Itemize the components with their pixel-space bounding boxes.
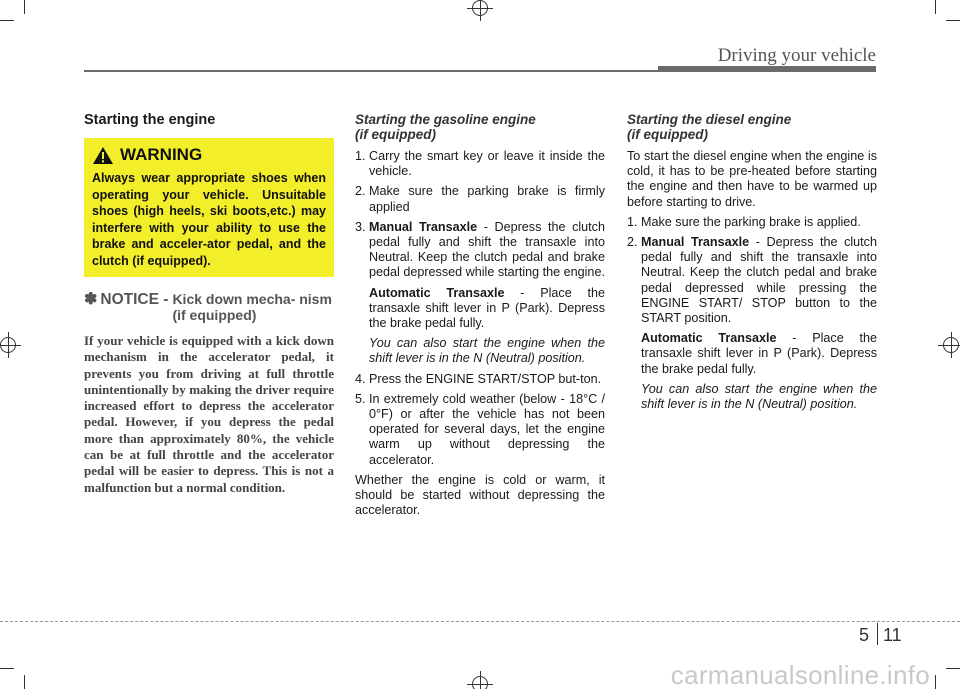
page-number-separator	[877, 623, 878, 645]
gasoline-title-line1: Starting the gasoline engine	[355, 112, 536, 127]
list-number: 4.	[355, 371, 366, 386]
list-text: Make sure the parking brake is firmly applied	[369, 184, 605, 214]
chapter-number: 5	[859, 625, 870, 645]
registration-mark	[472, 0, 488, 16]
list-item	[627, 235, 877, 326]
closing-paragraph: Whether the engine is cold or warm, it should be started without depressing the accelerator.	[355, 472, 605, 518]
manual-transaxle-text: - Depress the clutch pedal fully and shift the transaxle into Neutral. Keep the clutch pedal and brake pedal depressed while starting the engine.	[369, 219, 605, 280]
crop-mark	[935, 675, 936, 689]
notice-text: If your vehicle is equipped with a kick down mechanism in the accelerator pedal, it prevents you from driving at full throttle unintentionally by making the driver require increased effort to depress the accelerator pedal. However, if you depress the pedal more than approximately 80%, the vehicle can be at full throttle and the accelerator pedal will be easier to depress. This is not a malfunction but a normal condition.	[84, 333, 334, 495]
automatic-transaxle-paragraph	[369, 286, 605, 332]
list-number: 1.	[355, 149, 366, 163]
crop-mark	[24, 675, 25, 689]
registration-mark	[943, 337, 959, 353]
notice-header	[84, 289, 334, 323]
automatic-transaxle-paragraph	[641, 331, 877, 377]
list-item	[355, 149, 605, 179]
list-text	[369, 220, 605, 281]
list-number: 5.	[355, 391, 366, 406]
crop-mark	[0, 20, 14, 21]
diesel-title-line1: Starting the diesel engine	[627, 112, 792, 127]
crop-mark	[24, 0, 25, 14]
footer-divider	[0, 621, 960, 622]
watermark: carmanualsonline.info	[670, 660, 930, 689]
header-rule-accent	[658, 66, 876, 72]
diesel-title-line2: (if equipped)	[627, 127, 708, 142]
list-number: 1.	[627, 214, 638, 229]
automatic-transaxle-label: Automatic Transaxle	[369, 285, 505, 300]
chapter-title: Driving your vehicle	[717, 45, 876, 66]
automatic-transaxle-text: - Place the transaxle shift lever in P (Park). Depress the brake pedal fully.	[369, 285, 606, 331]
manual-transaxle-label: Manual Transaxle	[641, 235, 750, 250]
list-item	[355, 372, 605, 387]
automatic-transaxle-label: Automatic Transaxle	[641, 331, 777, 346]
left-column	[84, 108, 334, 496]
list-number: 3.	[355, 219, 366, 234]
list-number: 2.	[627, 235, 638, 250]
list-item	[355, 184, 605, 214]
crop-mark	[946, 668, 960, 669]
list-text: Make sure the parking brake is applied.	[641, 214, 861, 229]
list-text	[641, 235, 877, 326]
list-item	[627, 215, 877, 230]
middle-column	[355, 108, 605, 518]
list-item	[355, 392, 605, 468]
neutral-note: You can also start the engine when the shift lever is in the N (Neutral) position.	[641, 381, 877, 412]
warning-triangle-icon	[92, 146, 114, 165]
warning-title: WARNING	[120, 145, 203, 164]
diesel-intro: To start the diesel engine when the engine is cold, it has to be pre-heated before starting the engine and then have to be warmed up before starting to drive.	[627, 149, 877, 209]
notice-subtitle: Kick down mecha- nism (if equipped)	[172, 291, 332, 323]
warning-header	[92, 145, 326, 165]
warning-box	[84, 138, 334, 277]
gasoline-section-title	[355, 112, 605, 142]
registration-mark	[472, 676, 488, 689]
crop-mark	[946, 20, 960, 21]
registration-mark	[0, 337, 16, 353]
list-item	[355, 220, 605, 281]
notice-star-icon: ✽	[84, 291, 98, 308]
crop-mark	[0, 668, 14, 669]
list-number: 2.	[355, 184, 366, 199]
diesel-section-title	[627, 112, 877, 142]
crop-mark	[935, 0, 936, 14]
page-number: 11	[883, 625, 902, 645]
neutral-note: You can also start the engine when the shift lever is in the N (Neutral) position.	[369, 336, 605, 366]
manual-transaxle-text: - Depress the clutch pedal fully and shift the transaxle into Neutral. Keep the clutch pedal and brake pedal depressed while pressing the ENGINE START/ STOP button to the START position.	[641, 235, 877, 326]
gasoline-title-line2: (if equipped)	[355, 127, 436, 142]
right-column	[627, 108, 877, 417]
notice-label: NOTICE -	[100, 291, 169, 308]
list-text: In extremely cold weather (below - 18°C / 0°F) or after the vehicle has not been operated for several days, let the engine warm up without depressing the accelerator.	[369, 391, 605, 467]
list-text: Carry the smart key or leave it inside the vehicle.	[369, 149, 605, 179]
list-text: Press the ENGINE START/STOP but-ton.	[369, 371, 602, 386]
manual-transaxle-label: Manual Transaxle	[369, 219, 478, 234]
section-title: Starting the engine	[84, 112, 216, 128]
automatic-transaxle-text: - Place the transaxle shift lever in P (Park). Depress the brake pedal fully.	[641, 331, 878, 376]
warning-text: Always wear appropriate shoes when operating your vehicle. Unsuitable shoes (high heels, ski boots,etc.) may interfere with your ability to use the brake and acceler-ator pedal, and the clutch (if equipped).	[92, 171, 326, 268]
